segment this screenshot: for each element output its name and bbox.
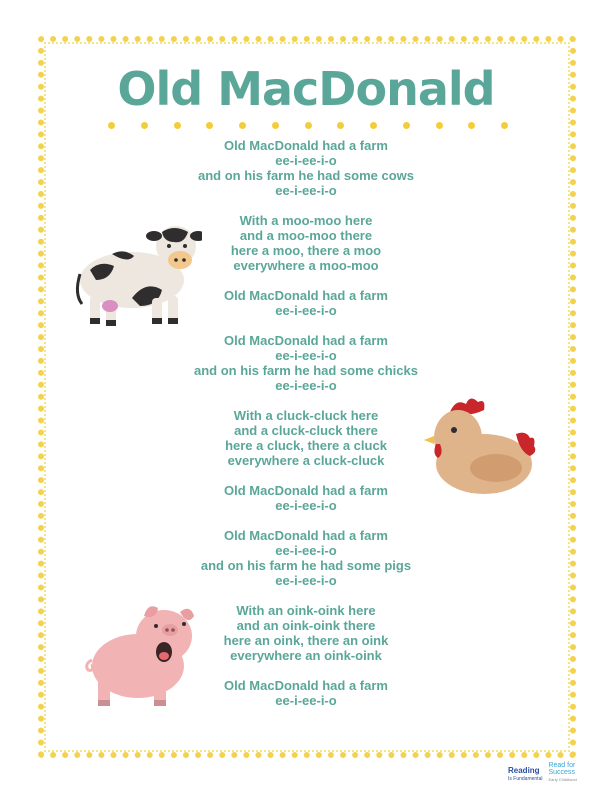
lyrics-line: ee-i-ee-i-o	[275, 303, 337, 318]
lyrics-line: With a cluck-cluck here	[233, 408, 379, 423]
lyrics-line: ee-i-ee-i-o	[275, 693, 337, 708]
lyrics-line: Old MacDonald had a farm	[224, 483, 388, 498]
lyrics-line: ee-i-ee-i-o	[275, 348, 337, 363]
lyrics-stanza	[150, 408, 462, 468]
reading-is-fundamental-logo: Reading Is Fundamental	[508, 766, 543, 782]
lyrics-line: and a moo-moo there	[239, 228, 373, 243]
pig-illustration	[84, 600, 204, 712]
lyrics-line: With an oink-oink here	[236, 603, 376, 618]
lyrics-line: Old MacDonald had a farm	[224, 138, 388, 153]
lyrics-line: everywhere a cluck-cluck	[227, 453, 385, 468]
lyrics-line: and an oink-oink there	[236, 618, 376, 633]
lyrics-stanza	[150, 138, 462, 198]
lyrics-stanza	[150, 483, 462, 513]
lyrics-line: and a cluck-cluck there	[234, 423, 378, 438]
read-for-success-logo: Read for Success Early Childhood	[548, 762, 577, 782]
lyrics-line: here a cluck, there a cluck	[225, 438, 387, 453]
lyrics-line: and on his farm he had some pigs	[200, 558, 412, 573]
lyrics-line: Old MacDonald had a farm	[224, 678, 388, 693]
dot-divider	[108, 122, 508, 132]
lyrics-line: ee-i-ee-i-o	[275, 378, 337, 393]
lyrics-line: With a moo-moo here	[239, 213, 373, 228]
lyrics-line: ee-i-ee-i-o	[275, 573, 337, 588]
lyrics-stanza	[150, 528, 462, 588]
lyrics-line: here a moo, there a moo	[230, 243, 382, 258]
lyrics-line: Old MacDonald had a farm	[224, 333, 388, 348]
lyrics-line: Old MacDonald had a farm	[224, 288, 388, 303]
lyrics-line: and on his farm he had some cows	[198, 168, 414, 183]
lyrics-line: and on his farm he had some chicks	[194, 363, 418, 378]
lyrics-line: everywhere an oink-oink	[230, 648, 382, 663]
cow-illustration	[72, 218, 202, 330]
lyrics-line: ee-i-ee-i-o	[275, 543, 337, 558]
lyrics-line: Old MacDonald had a farm	[224, 528, 388, 543]
lyrics-line: ee-i-ee-i-o	[275, 153, 337, 168]
lyrics-line: ee-i-ee-i-o	[275, 498, 337, 513]
footer-logos	[508, 762, 582, 783]
lyrics-line: here an oink, there an oink	[223, 633, 389, 648]
lyrics-line: everywhere a moo-moo	[233, 258, 379, 273]
hen-illustration	[420, 392, 536, 502]
lyrics-stanza	[150, 333, 462, 393]
page-title: Old MacDonald	[117, 62, 495, 116]
lyrics-line: ee-i-ee-i-o	[275, 183, 337, 198]
